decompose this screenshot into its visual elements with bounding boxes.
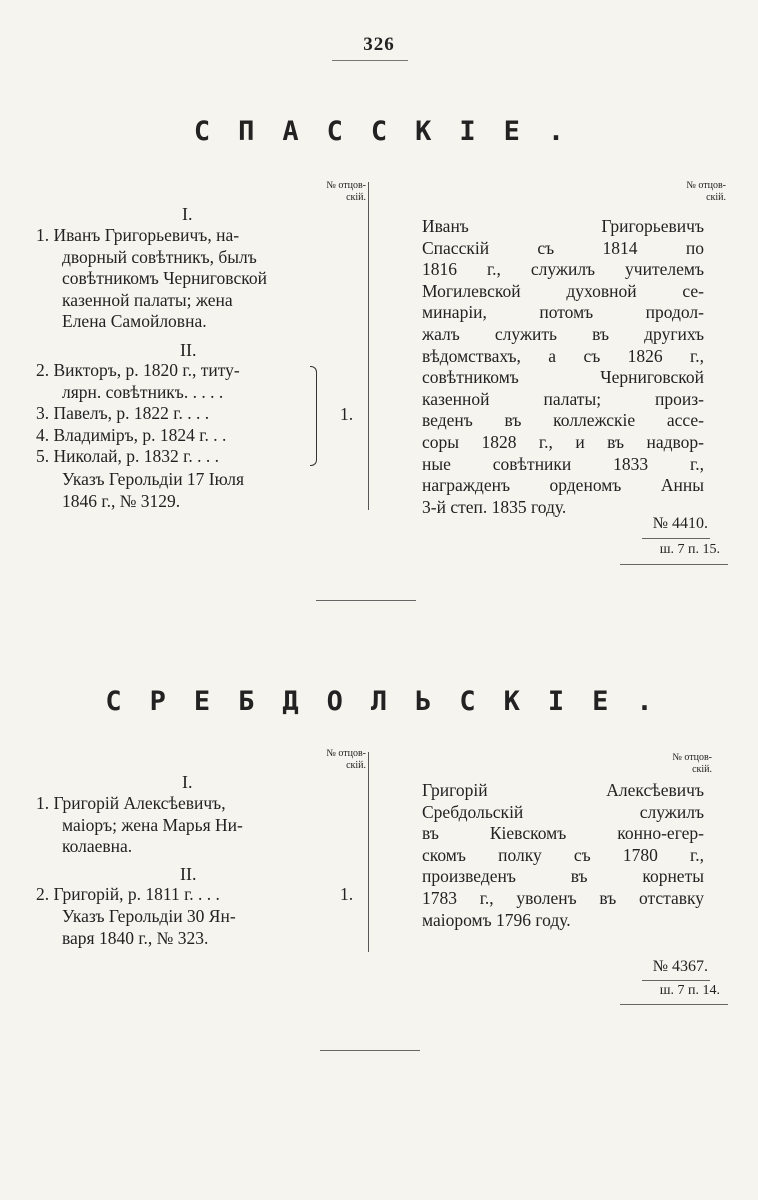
generation-one-label-2: I. (182, 772, 193, 792)
decree-srebdolskie: Указъ Герольдіи 30 Ян- варя 1840 г., № 323. (62, 906, 236, 948)
entry-grigoriy: 1. Григорій Алексѣевичъ, маіоръ; жена Марья Ни- колаевна. (36, 793, 243, 857)
archive-rule (642, 538, 710, 539)
page-number-rule (332, 60, 408, 61)
biography-spasskie: Иванъ Григорьевичъ Спасскій съ 1814 по 1816 г., служилъ учителемъ Могилевской духовной се- минаріи, потомъ продол- жалъ служить въ другихъ вѣдомствахъ, а съ 1826 г., совѣтникомъ Черниговской казенной палаты; произ- веденъ въ коллежскіе ассе- соры 1828 г., и въ надвор- ные совѣтники 1833 г., награжденъ орденомъ Анны 3-й степ. 1835 году. (422, 216, 704, 517)
father-number-note-right-2: № отцов- скій. (672, 752, 712, 775)
child-nikolai: 5. Николай, р. 1832 г. . . . (36, 446, 219, 467)
section-separator-2 (320, 1050, 420, 1051)
column-divider (368, 182, 369, 510)
section-separator (316, 600, 416, 601)
children-bracket (310, 366, 317, 466)
generation-two-label: II. (180, 340, 197, 360)
page-number: 326 (363, 34, 395, 55)
child-vladimir: 4. Владиміръ, р. 1824 г. . . (36, 424, 227, 445)
column-divider-2 (368, 752, 369, 952)
father-number: 1. (340, 404, 354, 424)
father-number-2: 1. (340, 884, 354, 904)
child-viktor-rank: лярн. совѣтникъ. . . . . (62, 381, 224, 402)
archive-shelf-rule-2 (620, 1004, 728, 1005)
decree-spasskie: Указъ Герольдіи 17 Iюля 1846 г., № 3129. (62, 469, 245, 511)
generation-one-label: I. (182, 204, 193, 224)
archive-shelf: ш. 7 п. 15. (659, 542, 720, 557)
generation-two-label-2: II. (180, 864, 197, 884)
child-pavel: 3. Павелъ, р. 1822 г. . . . (36, 403, 210, 424)
children-list-2 (36, 884, 316, 906)
father-number-note-left: № отцов- скій. (326, 180, 366, 203)
biography-srebdolskie: Григорій Алексѣевичъ Сребдольскій служилъ въ Кіевскомъ конно-егер- скомъ полку съ 1780 г., произведенъ въ корнеты 1783 г., уволенъ въ отставку маіоромъ 1796 году. (422, 780, 704, 930)
section-heading-srebdolskie: СРЕБДОЛЬСКIЕ. (105, 686, 681, 717)
children-list (36, 360, 316, 468)
child-viktor: 2. Викторъ, р. 1820 г., титу- (36, 360, 240, 380)
entry-ivan: 1. Иванъ Григорьевичъ, на- дворный совѣтникъ, былъ совѣтникомъ Черниговской казенной палаты; жена Елена Самойловна. (36, 225, 267, 332)
archive-rule-2 (642, 980, 710, 981)
child-grigoriy: 2. Григорій, р. 1811 г. . . . (36, 884, 220, 904)
archive-number-2: № 4367. (652, 958, 708, 975)
archive-shelf-2: ш. 7 п. 14. (659, 983, 720, 998)
section-heading-spasskie: СПАССКIЕ. (193, 116, 593, 147)
archive-shelf-rule (620, 564, 728, 565)
archive-number: № 4410. (652, 515, 708, 532)
father-number-note-left-2: № отцов- скій. (326, 748, 366, 771)
father-number-note-right: № отцов- скій. (686, 180, 726, 203)
